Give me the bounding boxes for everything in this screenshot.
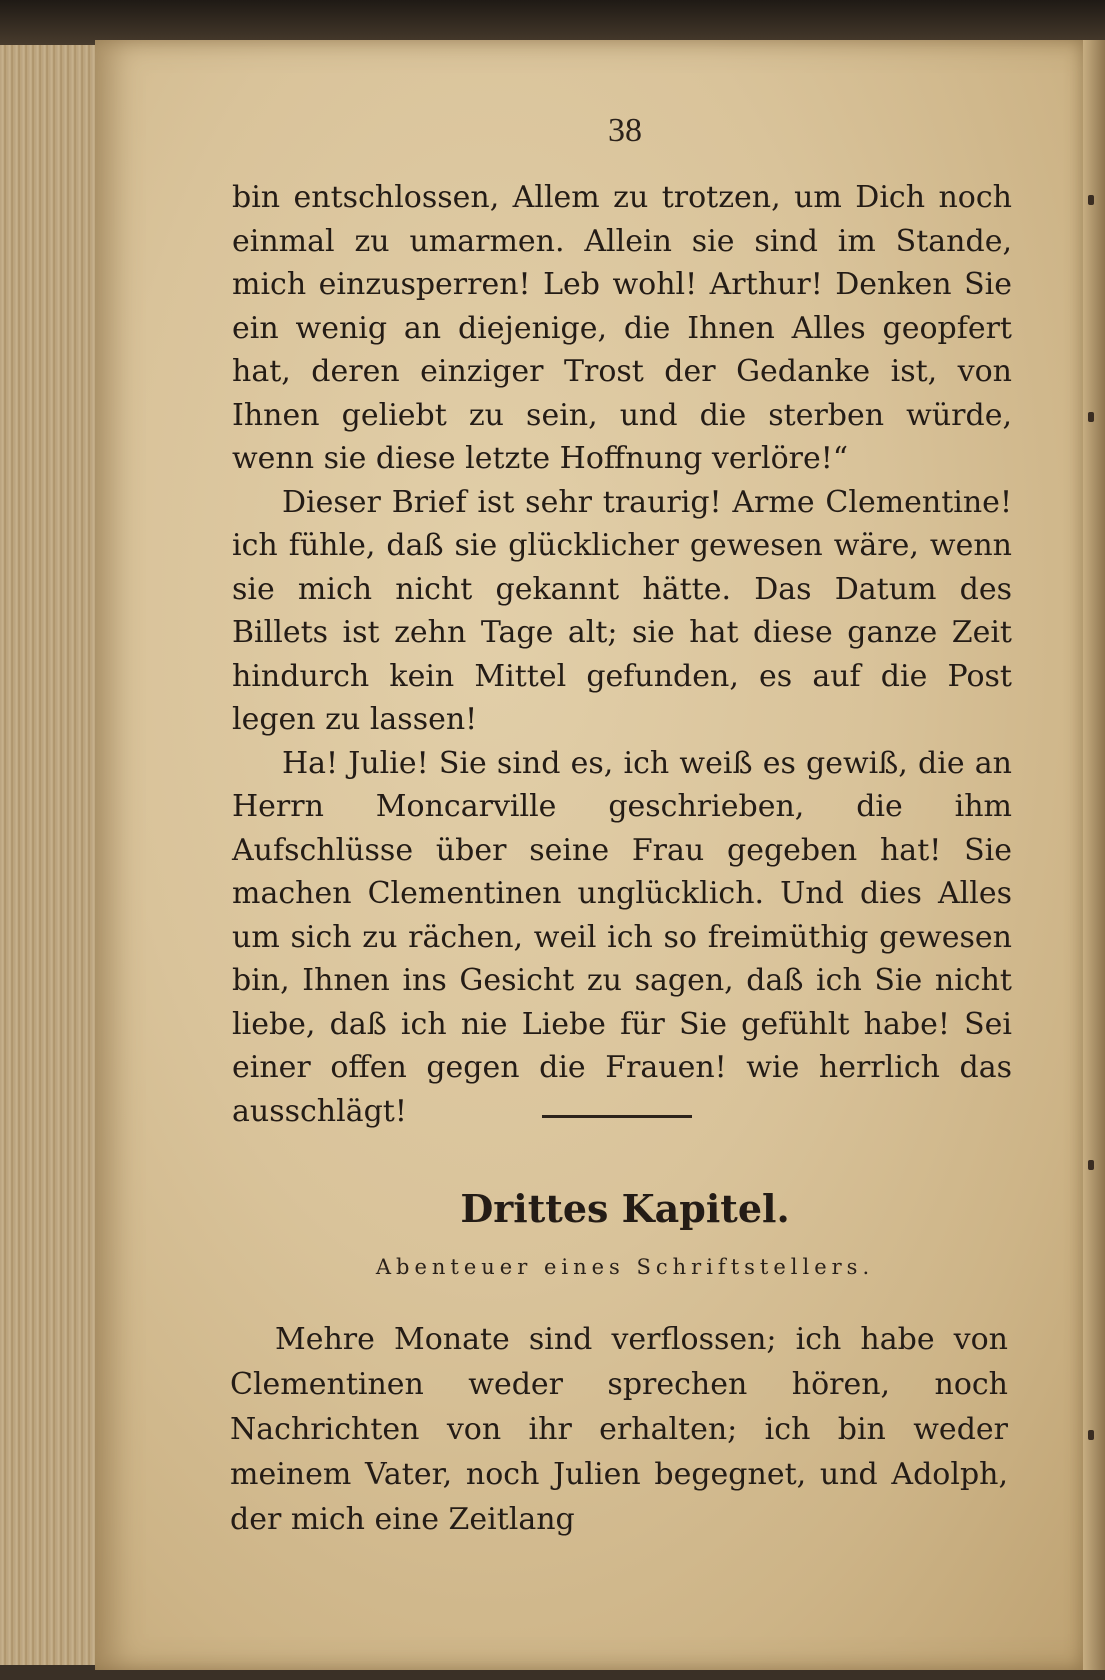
body-text bbox=[232, 176, 1012, 1133]
chapter-body-text bbox=[230, 1317, 1008, 1542]
page-right-edge bbox=[1083, 40, 1105, 1670]
margin-mark bbox=[1088, 1430, 1094, 1440]
section-divider bbox=[542, 1115, 692, 1118]
chapter-subtitle: Abenteuer eines Schriftstellers. bbox=[375, 1255, 875, 1279]
paragraph-3: Ha! Julie! Sie sind es, ich weiß es gewiß, die an Herrn Moncarville geschrieben, die ihm Aufschlüsse über seine Frau gegeben hat! Sie machen Clementinen unglücklich. Und dies Alles um sich zu rächen, weil ich so freimüthig gewesen bin, Ihnen ins Gesicht zu sagen, daß ich Sie nicht liebe, daß ich nie Liebe für Sie gefühlt habe! Sei einer offen gegen die Frauen! wie herrlich das ausschlägt! bbox=[232, 745, 1012, 1129]
margin-mark bbox=[1088, 412, 1094, 422]
paragraph-1: bin entschlossen, Allem zu trotzen, um Dich noch einmal zu umarmen. Allein sie sind im Stande, mich einzusperren! Leb wohl! Arthur! Denken Sie ein wenig an diejenige, die Ihnen Alles geopfert hat, deren einziger Trost der Gedanke ist, von Ihnen geliebt zu sein, und die sterben würde, wenn sie diese letzte Hoffnung verlöre!“ bbox=[232, 180, 1012, 476]
margin-mark bbox=[1088, 195, 1094, 205]
page-number: 38 bbox=[608, 112, 642, 149]
paragraph-2: Dieser Brief ist sehr traurig! Arme Clementine! ich fühle, daß sie glücklicher gewesen wäre, wenn sie mich nicht gekannt hätte. Das Datum des Billets ist zehn Tage alt; sie hat diese ganze Zeit hindurch kein Mittel gefunden, es auf die Post legen zu lassen! bbox=[232, 484, 1012, 737]
chapter-paragraph-1: Mehre Monate sind verflossen; ich habe von Clementinen weder sprechen hören, noch Nachrichten von ihr erhalten; ich bin weder meinem Vater, noch Julien begegnet, und Adolph, der mich eine Zeitlang bbox=[230, 1322, 1008, 1537]
margin-mark bbox=[1088, 1160, 1094, 1170]
chapter-title: Drittes Kapitel. bbox=[460, 1186, 790, 1231]
